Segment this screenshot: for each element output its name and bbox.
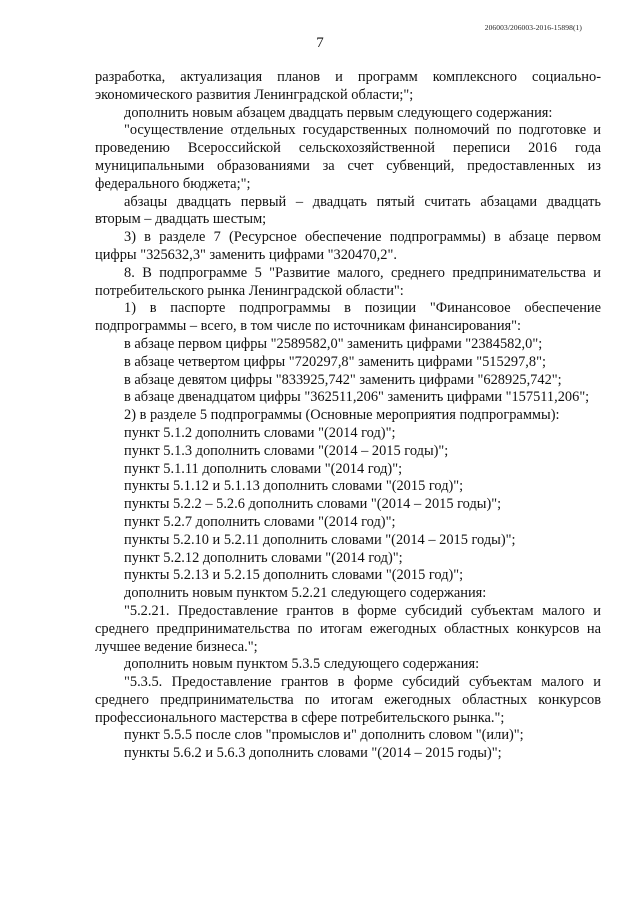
paragraph: пункты 5.6.2 и 5.6.3 дополнить словами "(2014 – 2015 годы)"; [124,745,502,762]
paragraph: "5.2.21. Предоставление грантов в форме субсидий субъектам малого и среднего предпринимательства по итогам ежегодных областных конкурсов на лучшее ведение бизнеса."; [95,602,601,655]
paragraph: пункт 5.1.3 дополнить словами "(2014 – 2015 годы)"; [124,442,449,459]
paragraph: в абзаце четвертом цифры "720297,8" заменить цифрами "515297,8"; [124,353,546,370]
paragraph: пункт 5.1.2 дополнить словами "(2014 год)"; [124,424,396,441]
page-number: 7 [316,35,324,51]
paragraph: пункты 5.1.12 и 5.1.13 дополнить словами "(2015 год)"; [124,478,464,495]
paragraph: в абзаце двенадцатом цифры "362511,206" заменить цифрами "157511,206"; [124,389,590,406]
paragraph: дополнить новым пунктом 5.2.21 следующего содержания: [124,585,487,602]
paragraph: дополнить новым абзацем двадцать первым следующего содержания: [124,104,553,121]
paragraph: пункты 5.2.2 – 5.2.6 дополнить словами "(2014 – 2015 годы)"; [124,496,502,513]
paragraph: 2) в разделе 5 подпрограммы (Основные мероприятия подпрограммы): [124,407,560,424]
paragraph: пункты 5.2.13 и 5.2.15 дополнить словами "(2015 год)"; [124,567,464,584]
paragraph: пункты 5.2.10 и 5.2.11 дополнить словами "(2014 – 2015 годы)"; [124,531,516,548]
document-body [95,69,601,763]
paragraph: в абзаце девятом цифры "833925,742" заменить цифрами "628925,742"; [124,371,562,388]
paragraph: пункт 5.2.7 дополнить словами "(2014 год)"; [124,513,396,530]
paragraph: пункт 5.2.12 дополнить словами "(2014 год)"; [124,549,403,566]
paragraph: пункт 5.5.5 после слов "промыслов и" дополнить словом "(или)"; [124,727,524,744]
paragraph: дополнить новым пунктом 5.3.5 следующего содержания: [124,656,480,673]
paragraph: "осуществление отдельных государственных полномочий по подготовке и проведению Всероссийской сельскохозяйственной переписи 2016 года муниципальными образованиями за счет субвенций, предоставленных из федерального бюджета;"; [95,122,601,192]
paragraph: "5.3.5. Предоставление грантов в форме субсидий субъектам малого и среднего предпринимательства по итогам ежегодных областных конкурсов профессионального мастерства в сфере потребительского рынка."; [95,674,601,726]
paragraph: в абзаце первом цифры "2589582,0" заменить цифрами "2384582,0"; [124,335,543,352]
paragraph: 3) в разделе 7 (Ресурсное обеспечение подпрограммы) в абзаце первом цифры "325632,3" заменить цифрами "320470,2". [95,229,601,263]
paragraph: разработка, актуализация планов и программ комплексного социально-экономического развития Ленинградской области;"; [95,69,601,103]
document-id: 206003/206003-2016-15898(1) [484,23,582,32]
paragraph: 8. В подпрограмме 5 "Развитие малого, среднего предпринимательства и потребительского рынка Ленинградской области": [95,264,601,299]
paragraph: 1) в паспорте подпрограммы в позиции "Финансовое обеспечение подпрограммы – всего, в том числе по источникам финансирования": [95,300,601,335]
paragraph: абзацы двадцать первый – двадцать пятый считать абзацами двадцать вторым – двадцать шестым; [95,193,601,228]
paragraph: пункт 5.1.11 дополнить словами "(2014 год)"; [124,460,403,477]
